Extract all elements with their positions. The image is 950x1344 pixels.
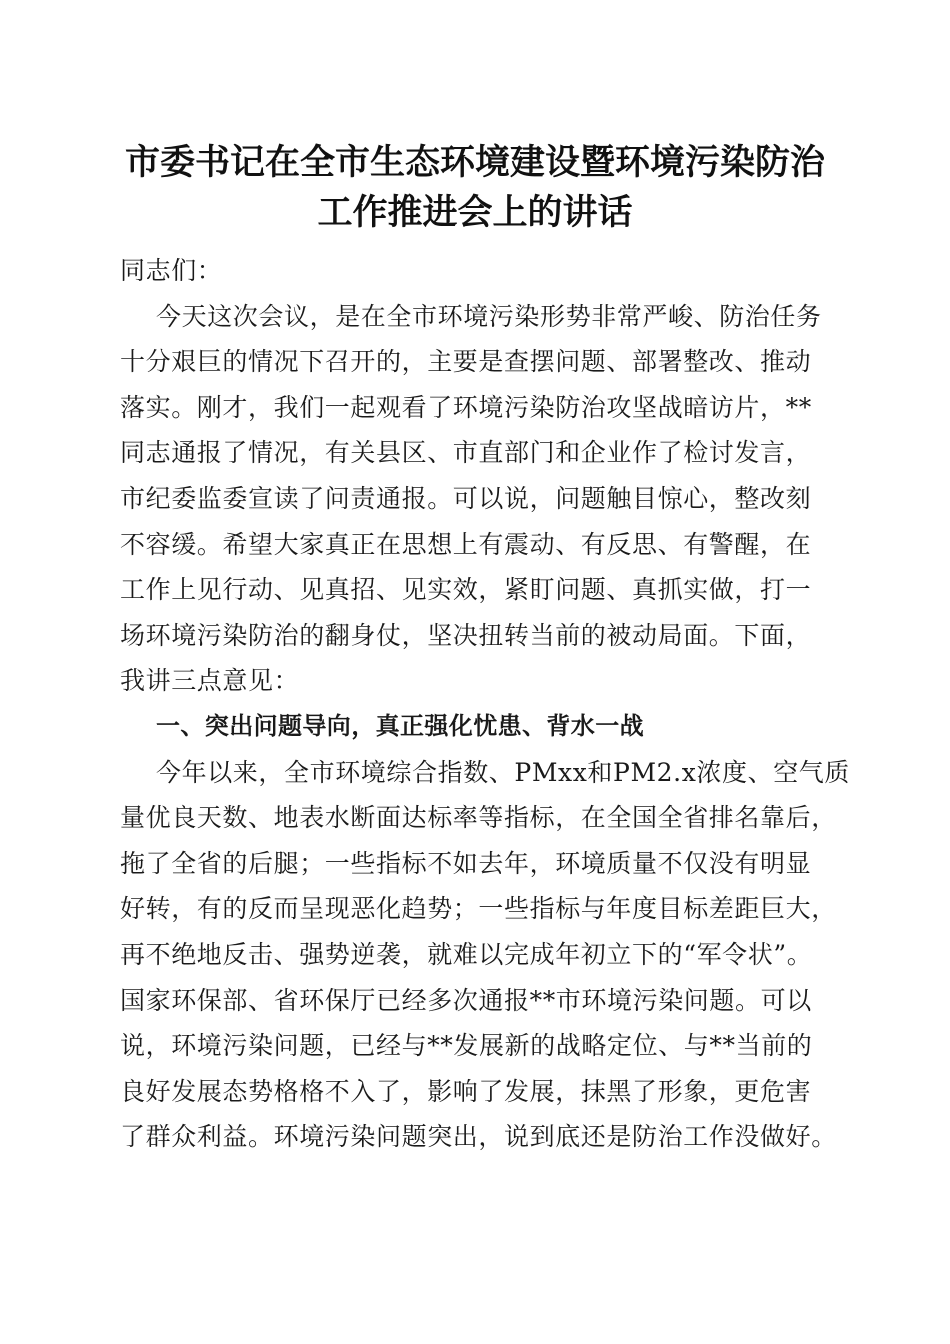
paragraph-line: 拖了全省的后腿；一些指标不如去年，环境质量不仅没有明显 <box>120 848 812 878</box>
paragraph-line: 国家环保部、省环保厅已经多次通报**市环境污染问题。可以 <box>120 985 812 1015</box>
paragraph-2 <box>120 750 850 1160</box>
paragraph-line: 再不绝地反击、强势逆袭，就难以完成年初立下的“军令状”。 <box>120 939 813 969</box>
paragraph-line: 今天这次会议，是在全市环境污染形势非常严峻、防治任务 <box>156 301 822 331</box>
title-line: 工作推进会上的讲话 <box>317 192 633 233</box>
paragraph-line: 了群众利益。环境污染问题突出，说到底还是防治工作没做好。 <box>120 1122 837 1152</box>
document-title <box>110 138 840 238</box>
paragraph-line: 工作上见行动、见真招、见实效，紧盯问题、真抓实做，打一 <box>120 575 812 605</box>
paragraph-1 <box>120 294 840 704</box>
paragraph-line: 场环境污染防治的翻身仗，坚决扭转当前的被动局面。下面， <box>120 620 812 650</box>
section-heading: 一、突出问题导向，真正强化忧患、背水一战 <box>156 711 644 740</box>
paragraph-line: 同志通报了情况，有关县区、市直部门和企业作了检讨发言， <box>120 438 812 468</box>
paragraph-line: 今年以来，全市环境综合指数、PMxx和PM2.x浓度、空气质 <box>156 757 850 787</box>
salutation: 同志们： <box>120 256 223 285</box>
paragraph-line: 十分艰巨的情况下召开的，主要是查摆问题、部署整改、推动 <box>120 347 812 377</box>
paragraph-line: 市纪委监委宣读了问责通报。可以说，问题触目惊心，整改刻 <box>120 483 812 513</box>
paragraph-line: 好转，有的反而呈现恶化趋势；一些指标与年度目标差距巨大， <box>120 894 837 924</box>
paragraph-line: 不容缓。希望大家真正在思想上有震动、有反思、有警醒，在 <box>120 529 812 559</box>
paragraph-line: 我讲三点意见： <box>120 666 300 696</box>
document-body <box>120 248 850 1160</box>
paragraph-line: 落实。刚才，我们一起观看了环境污染防治攻坚战暗访片，** <box>120 392 812 422</box>
title-line: 市委书记在全市生态环境建设暨环境污染防治 <box>124 142 825 183</box>
paragraph-line: 良好发展态势格格不入了，影响了发展，抹黑了形象，更危害 <box>120 1076 812 1106</box>
paragraph-line: 量优良天数、地表水断面达标率等指标，在全国全省排名靠后， <box>120 803 837 833</box>
paragraph-line: 说，环境污染问题，已经与**发展新的战略定位、与**当前的 <box>120 1031 813 1061</box>
